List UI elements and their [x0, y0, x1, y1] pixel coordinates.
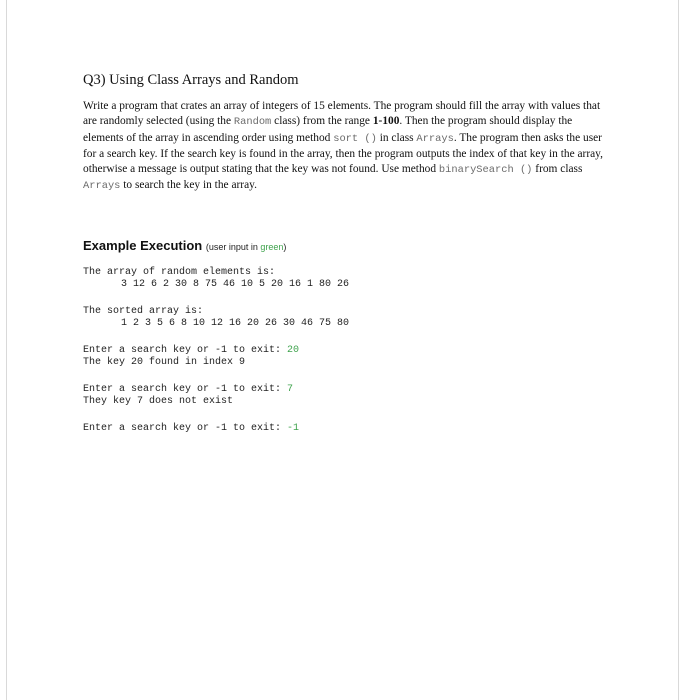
question-description [83, 99, 603, 195]
search-prompt-3: Enter a search key or -1 to exit: -1 [83, 422, 300, 434]
sorted-array-block [83, 306, 603, 331]
search-prompt-2: Enter a search key or -1 to exit: 7 [83, 383, 294, 395]
example-heading [83, 238, 603, 253]
random-array-values: 3 12 6 2 30 8 75 46 10 5 20 16 1 80 26 [121, 279, 350, 291]
search-block-2 [83, 384, 603, 409]
bold-term: 1-100 [372, 115, 400, 128]
paragraph-text: class) from the range [271, 115, 373, 128]
document-content [83, 72, 603, 449]
page-right-edge [678, 0, 679, 700]
code-term: Arrays [416, 132, 454, 145]
code-term: binarySearch () [438, 164, 533, 177]
user-input-2: 7 [287, 383, 294, 395]
paragraph-text: to search the key in the array. [120, 179, 257, 192]
paragraph-text: from class [532, 163, 583, 176]
paragraph-text: . Then the program should display the elements of the array in ascending order using method [83, 115, 573, 144]
search-result-2: They key 7 does not exist [83, 396, 234, 408]
search-block-1 [83, 345, 603, 370]
code-term: Arrays [83, 180, 121, 193]
search-result-1: The key 20 found in index 9 [83, 357, 246, 369]
random-array-label: The array of random elements is: [83, 266, 276, 278]
code-term: Random [233, 116, 272, 129]
user-input-1: 20 [287, 344, 300, 356]
sorted-array-values: 1 2 3 5 6 8 10 12 16 20 26 30 46 75 80 [121, 318, 350, 330]
user-input-3: -1 [287, 422, 300, 434]
paragraph-text: . The program then asks the user for a search key. If the search key is found in the array, then the program outputs the index of that key in the array, otherwise a message is output stating that the key was not found. Use method [83, 131, 603, 176]
example-heading-text: Example Execution [83, 237, 203, 253]
question-title: Q3) Using Class Arrays and Random [83, 72, 299, 88]
page-left-edge [6, 0, 7, 700]
paragraph-text: Write a program that crates an array of integers of 15 elements. The program should fill the array with values that are randomly selected (using the [83, 100, 601, 128]
console-output [83, 267, 603, 436]
code-term: sort () [333, 132, 377, 145]
search-block-3 [83, 423, 603, 436]
example-note: (user input in green) [205, 241, 287, 252]
paragraph-text: in class [376, 131, 417, 144]
random-array-block [83, 267, 603, 292]
search-prompt-1: Enter a search key or -1 to exit: 20 [83, 344, 300, 356]
sorted-array-label: The sorted array is: [83, 305, 204, 317]
